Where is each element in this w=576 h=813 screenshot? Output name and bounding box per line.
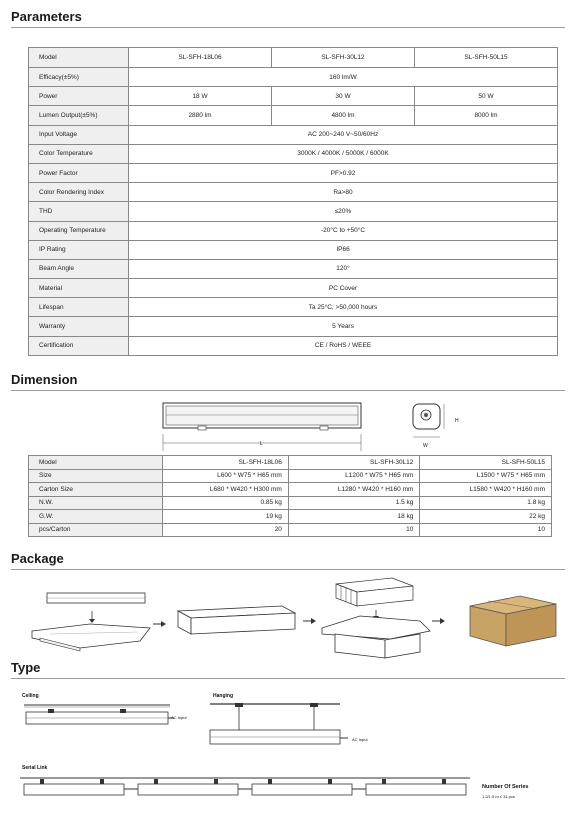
parameter-label: Material <box>29 279 129 298</box>
ceiling-label: Ceiling <box>22 693 39 699</box>
fixture-into-box-step <box>32 593 150 651</box>
series-detail-label: 1.2/1.5 m ≤ 31 pcs <box>482 794 515 799</box>
parameters-row <box>29 259 558 278</box>
dimension-label: N.W. <box>29 496 163 510</box>
length-label: L <box>260 441 263 447</box>
ceiling-mount-diagram <box>20 702 180 732</box>
parameter-value: CE / RoHS / WEEE <box>129 336 558 355</box>
parameter-label: Power Factor <box>29 163 129 182</box>
parameter-value: AC 200~240 V~50/60Hz <box>129 125 558 144</box>
dimension-label: Size <box>29 469 163 483</box>
parameter-value: 120° <box>129 259 558 278</box>
closed-carton-step <box>470 596 556 646</box>
parameter-label: Color Rendering Index <box>29 183 129 202</box>
model-header-cell: SL-SFH-30L12 <box>272 48 415 68</box>
parameter-value: Ra>80 <box>129 183 558 202</box>
hanging-label: Hanging <box>213 693 233 699</box>
parameters-divider <box>11 27 565 28</box>
parameter-label: Color Temperature <box>29 144 129 163</box>
dimension-value: 0.85 kg <box>163 496 289 510</box>
parameters-row <box>29 144 558 163</box>
model-header-cell: SL-SFH-18L06 <box>129 48 272 68</box>
ac-input-ceiling-label: AC Input <box>171 715 187 720</box>
dimension-value: 1.8 kg <box>420 496 552 510</box>
dimension-header-row <box>29 456 552 470</box>
dimension-row <box>29 469 552 483</box>
dimension-value: 18 kg <box>288 510 420 524</box>
parameter-value: 4800 lm <box>272 106 415 125</box>
dimension-divider <box>11 390 565 391</box>
dimension-heading: Dimension <box>11 372 78 387</box>
serial-link-label: Serial Link <box>22 765 48 771</box>
ac-input-hanging-label: AC Input <box>352 737 368 742</box>
model-header-cell: SL-SFH-30L12 <box>288 456 420 470</box>
dimension-value: 20 <box>163 523 289 537</box>
arrow-3 <box>432 618 445 624</box>
parameters-row <box>29 240 558 259</box>
parameter-value: PF>0.92 <box>129 163 558 182</box>
parameter-label: Lumen Output(±5%) <box>29 106 129 125</box>
parameters-row <box>29 336 558 355</box>
parameter-value: 30 W <box>272 87 415 106</box>
parameter-value: -20°C to +50°C <box>129 221 558 240</box>
dimension-value: 19 kg <box>163 510 289 524</box>
dimension-row <box>29 483 552 497</box>
parameters-heading: Parameters <box>11 9 82 24</box>
parameters-table <box>28 47 558 356</box>
dimension-value: L600 * W75 * H65 mm <box>163 469 289 483</box>
parameters-row <box>29 279 558 298</box>
dimension-row <box>29 510 552 524</box>
model-header-cell: SL-SFH-50L15 <box>415 48 558 68</box>
parameter-value: ≤20% <box>129 202 558 221</box>
dimension-value: 1.5 kg <box>288 496 420 510</box>
parameter-label: Power <box>29 87 129 106</box>
package-divider <box>11 569 565 570</box>
number-of-series-label: Number Of Series <box>482 784 529 790</box>
arrow-1 <box>153 621 166 627</box>
model-header-cell: SL-SFH-18L06 <box>163 456 289 470</box>
parameter-label: Operating Temperature <box>29 221 129 240</box>
dimension-value: L680 * W420 * H300 mm <box>163 483 289 497</box>
parameters-row <box>29 163 558 182</box>
dimension-value: L1280 * W420 * H160 mm <box>288 483 420 497</box>
parameter-value: PC Cover <box>129 279 558 298</box>
dimension-label: G.W. <box>29 510 163 524</box>
parameter-value: 8000 lm <box>415 106 558 125</box>
arrow-2 <box>303 618 316 624</box>
parameters-header-label: Model <box>29 48 129 68</box>
fixture-side-drawing <box>160 399 370 454</box>
dimension-value: L1200 * W75 * H65 mm <box>288 469 420 483</box>
parameters-row <box>29 125 558 144</box>
parameter-value: 50 W <box>415 87 558 106</box>
parameters-header-row <box>29 48 558 68</box>
parameter-label: Warranty <box>29 317 129 336</box>
parameter-value: 5 Years <box>129 317 558 336</box>
parameter-label: Efficacy(±5%) <box>29 68 129 87</box>
type-divider <box>11 678 565 679</box>
package-heading: Package <box>11 551 64 566</box>
parameters-row <box>29 87 558 106</box>
dimension-table <box>28 455 552 537</box>
stack-into-carton-step <box>322 578 430 658</box>
dimension-value: L1580 * W420 * H160 mm <box>420 483 552 497</box>
parameter-value: 18 W <box>129 87 272 106</box>
parameter-value: IP66 <box>129 240 558 259</box>
parameter-value: 3000K / 4000K / 5000K / 6000K <box>129 144 558 163</box>
parameter-label: Lifespan <box>29 298 129 317</box>
parameters-row <box>29 183 558 202</box>
parameter-label: Beam Angle <box>29 259 129 278</box>
parameter-label: THD <box>29 202 129 221</box>
parameter-value: Ta 25°C, >50,000 hours <box>129 298 558 317</box>
fixture-end-drawing <box>408 402 468 448</box>
width-label: W <box>423 443 428 449</box>
parameters-row <box>29 202 558 221</box>
dimension-value: 22 kg <box>420 510 552 524</box>
parameters-row <box>29 221 558 240</box>
parameter-label: Input Voltage <box>29 125 129 144</box>
dimension-value: L1500 * W75 * H65 mm <box>420 469 552 483</box>
package-illustration <box>20 576 560 661</box>
dimension-row <box>29 496 552 510</box>
parameters-row <box>29 106 558 125</box>
parameter-value: 2880 lm <box>129 106 272 125</box>
parameters-row <box>29 317 558 336</box>
parameters-row <box>29 68 558 87</box>
dimension-label: Carton Size <box>29 483 163 497</box>
dimension-label: pcs/Carton <box>29 523 163 537</box>
parameter-value: 160 lm/W <box>129 68 558 87</box>
height-label: H <box>455 418 459 424</box>
model-header-cell: SL-SFH-50L15 <box>420 456 552 470</box>
dimension-value: 10 <box>420 523 552 537</box>
dimension-value: 10 <box>288 523 420 537</box>
type-heading: Type <box>11 660 41 675</box>
dimension-header-label: Model <box>29 456 163 470</box>
parameter-label: Certification <box>29 336 129 355</box>
parameter-label: IP Rating <box>29 240 129 259</box>
serial-link-diagram <box>20 774 470 804</box>
sealed-box-step <box>178 606 295 634</box>
hanging-mount-diagram <box>200 700 360 755</box>
parameters-row <box>29 298 558 317</box>
dimension-row <box>29 523 552 537</box>
